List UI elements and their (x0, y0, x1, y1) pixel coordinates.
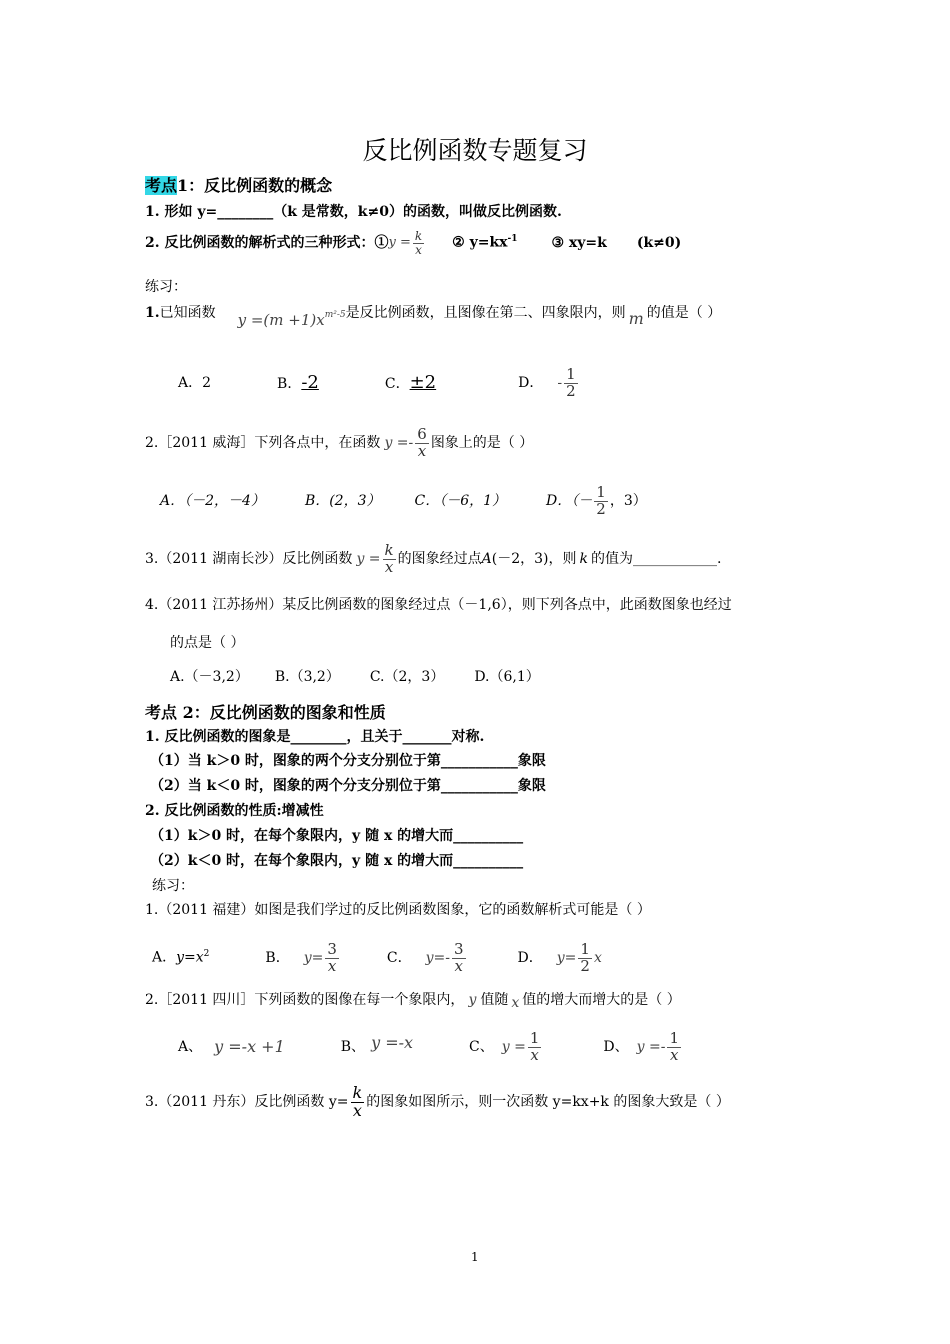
form1-y: y = (388, 235, 411, 251)
s2-q2-text-b: 值随 (480, 992, 509, 1008)
section-1-heading (145, 176, 332, 195)
definition-line: 1. 形如 y=________（k 是常数，k≠0）的函数，叫做反比例函数. (145, 204, 562, 220)
q1-option-b-label: B． (277, 376, 302, 393)
q1-option-c-value: ±2 (409, 372, 437, 394)
q2-option-b: B．(2，3） (304, 492, 381, 509)
q2-y: y =- (384, 434, 414, 451)
s2-question-1: 1.（2011 福建）如图是我们学过的反比例函数图象，它的函数解析式可能是（ ） (145, 902, 651, 918)
q3-k: k (579, 550, 588, 567)
q3-point: A (481, 550, 492, 567)
q3-text-a: 3.（2011 湖南长沙）反比例函数 (145, 550, 353, 567)
q3-num: k (384, 540, 394, 559)
s2-q1-option-a-value: y=x (176, 949, 204, 966)
s2-q3-text-b: 的图象如图所示，则一次函数 y=kx+k 的图象大致是（ ） (366, 1093, 730, 1110)
s2-q2-option-b (340, 1033, 414, 1056)
s2-q1-option-b (265, 939, 340, 975)
q2-option-d-a: D．（－ (546, 492, 593, 509)
s2-q1-option-a-sup: 2 (203, 949, 210, 960)
form1-den: x (415, 242, 422, 257)
q1-option-d-label: D． (518, 374, 544, 391)
q2-num: 6 (417, 424, 427, 443)
q1-formula-sup: m²-5 (324, 309, 346, 320)
form3: ③ xy=k (551, 234, 607, 251)
q1-option-a: A．2 (178, 374, 212, 391)
s2-q2-option-d-label: D、 (603, 1038, 629, 1055)
s2-q2-option-d (603, 1028, 683, 1064)
q1-text-c: 的值是（ ） (646, 305, 722, 322)
s2-q2-option-c-label: C、 (469, 1038, 494, 1055)
q1-number: 1. (145, 305, 160, 322)
s2-q2-option-d-den: x (669, 1045, 679, 1064)
q2-option-a: A．（－2，－4） (160, 492, 265, 509)
s1-q4-options (170, 669, 540, 686)
q1-option-d-sign: - (557, 374, 563, 391)
s1-question-4: 4.（2011 江苏扬州）某反比例函数的图象经过点（－1,6），则下列各点中，此函数图象也经过 (145, 597, 732, 613)
s2-line-1: 1. 反比例函数的图象是________，且关于_______对称. (145, 729, 485, 745)
q1-option-d-fraction (564, 364, 578, 400)
s2-q2-option-c (469, 1028, 543, 1064)
s2-q1-option-c-den: x (454, 956, 463, 975)
s2-q2-text-c: 值的增大而增大的是（ ） (522, 992, 681, 1008)
q1-option-b (277, 372, 319, 394)
q3-text-b: 的图象经过点 (397, 550, 482, 567)
s2-question-3 (145, 1078, 730, 1126)
s2-q3-num: k (352, 1082, 363, 1102)
q2-option-d (546, 482, 647, 518)
s2-q2-options (178, 1024, 683, 1070)
s2-q2-option-a-label: A、 (178, 1038, 203, 1055)
form-condition: (k≠0) (636, 234, 682, 251)
s2-q2-text-a: 2.［2011 四川］下列函数的图像在每一个象限内， (145, 992, 465, 1008)
s2-q1-option-d-num: 1 (580, 939, 590, 958)
s2-question-2 (145, 992, 681, 1009)
s2-q2-option-c-fraction (528, 1028, 542, 1064)
q3-den: x (384, 557, 394, 576)
s2-q1-option-d (517, 939, 602, 975)
q1-text-b: 是反比例函数，且图像在第二、四象限内，则 (345, 305, 626, 322)
q1-option-d (518, 364, 580, 400)
s2-q2-x: x (511, 995, 520, 1011)
s2-q1-option-c-y: y=- (425, 949, 450, 966)
q1-formula (238, 311, 346, 329)
q1-option-c (385, 372, 436, 394)
s2-line-5: （1）k＞0 时，在每个象限内，y 随 x 的增大而__________ (150, 828, 524, 844)
q1-m: m (628, 309, 644, 328)
q2-option-d-b: ，3） (609, 492, 647, 509)
s2-q1-option-a (152, 949, 209, 966)
s2-line-6: （2）k＜0 时，在每个象限内，y 随 x 的增大而__________ (150, 853, 524, 869)
three-forms-prefix: 2. 反比例函数的解析式的三种形式：① (145, 234, 389, 251)
s2-q1-option-d-y: y= (556, 949, 577, 966)
s2-q2-y: y (468, 992, 477, 1008)
form1-num: k (414, 229, 423, 243)
s1-q2-options (160, 478, 647, 524)
q3-text-d: 的值为____________. (590, 550, 722, 567)
heading-rest: 1：反比例函数的概念 (177, 176, 333, 195)
s2-q3-text-a: 3.（2011 丹东）反比例函数 y= (145, 1093, 349, 1110)
s2-q2-option-d-fraction (667, 1028, 681, 1064)
q1-option-d-num: 1 (566, 364, 576, 383)
s2-q2-option-c-den: x (530, 1045, 539, 1064)
q1-text-a: 已知函数 (159, 305, 216, 322)
q4-option-a: A.（－3,2） (170, 669, 249, 685)
s2-line-3: （2）当 k＜0 时，图象的两个分支分别位于第___________象限 (150, 778, 546, 794)
s2-q1-option-c (386, 939, 468, 975)
s2-q2-option-a (178, 1037, 285, 1056)
s2-q1-option-d-den: 2 (580, 956, 590, 975)
form2-sup: -1 (507, 234, 518, 245)
q1-option-c-label: C． (384, 376, 410, 393)
page-title: 反比例函数专题复习 (362, 136, 588, 165)
q2-text-b: 图象上的是（ ） (430, 434, 534, 451)
s2-q1-option-d-fraction (578, 939, 592, 975)
q4-option-d: D.（6,1） (474, 669, 540, 685)
s1-q1-options (178, 360, 580, 406)
s2-q1-option-b-den: x (327, 956, 337, 975)
q2-option-d-den: 2 (596, 499, 606, 518)
q4-option-c: C.（2，3） (369, 669, 445, 685)
q2-fraction (415, 424, 429, 460)
three-forms-line (145, 230, 681, 256)
q2-option-c: C．（－6，1） (414, 492, 507, 509)
s2-q3-den: x (352, 1100, 362, 1120)
s1-question-4-cont: 的点是（ ） (170, 635, 245, 651)
page-number: 1 (471, 1250, 479, 1264)
heading-highlight: 考点 (145, 176, 178, 195)
s2-q2-option-a-value: y =-x +1 (214, 1037, 285, 1057)
s2-line-2: （1）当 k＞0 时，图象的两个分支分别位于第___________象限 (150, 753, 546, 769)
q2-text-a: 2.［2011 威海］下列各点中，在函数 (145, 434, 381, 451)
q3-fraction (383, 540, 396, 576)
s2-q1-option-b-num: 3 (327, 939, 337, 958)
s2-q2-option-b-value: y =-x (371, 1033, 414, 1053)
s2-q3-fraction (351, 1082, 365, 1120)
s2-q1-option-c-num: 3 (453, 939, 464, 958)
practice-label-2: 练习： (152, 878, 194, 894)
s2-q1-option-a-label: A． (152, 949, 177, 966)
s2-q1-options (152, 935, 602, 981)
s2-q2-option-b-label: B、 (340, 1038, 366, 1055)
q4-option-b: B.（3,2） (274, 669, 340, 685)
s2-q1-option-d-label: D． (517, 949, 543, 966)
q3-y: y = (356, 550, 381, 567)
s1-question-2 (145, 420, 533, 466)
q2-option-d-num: 1 (596, 482, 606, 501)
q3-text-c: (－2，3)，则 (491, 550, 577, 567)
s2-q1-option-c-label: C． (386, 949, 412, 966)
s2-q2-option-d-num: 1 (669, 1028, 679, 1047)
q2-den: x (417, 441, 427, 460)
q1-option-b-value: -2 (301, 372, 319, 394)
q1-formula-text: y =(m +1)x (237, 310, 325, 329)
s2-q2-option-c-num: 1 (529, 1028, 540, 1047)
form2-text: ② y=kx (452, 235, 508, 252)
form2 (452, 234, 517, 251)
practice-label-1: 练习： (145, 279, 187, 295)
s2-q1-option-c-fraction (452, 939, 466, 975)
s2-q2-option-c-y: y = (501, 1038, 526, 1055)
section-2-heading: 考点 2：反比例函数的图象和性质 (145, 703, 386, 722)
q2-option-d-fraction (594, 482, 608, 518)
s2-q1-option-b-y: y= (303, 949, 324, 966)
s2-q1-option-d-x: x (593, 949, 602, 966)
s1-question-1 (145, 304, 722, 329)
s2-q1-option-b-label: B． (265, 949, 290, 966)
s2-q1-option-b-fraction (325, 939, 339, 975)
s2-line-4: 2. 反比例函数的性质:增减性 (145, 803, 324, 819)
form1-fraction (413, 230, 424, 256)
s2-q2-option-d-y: y =- (636, 1038, 666, 1055)
s1-question-3 (145, 536, 721, 582)
q1-option-d-den: 2 (566, 381, 576, 400)
